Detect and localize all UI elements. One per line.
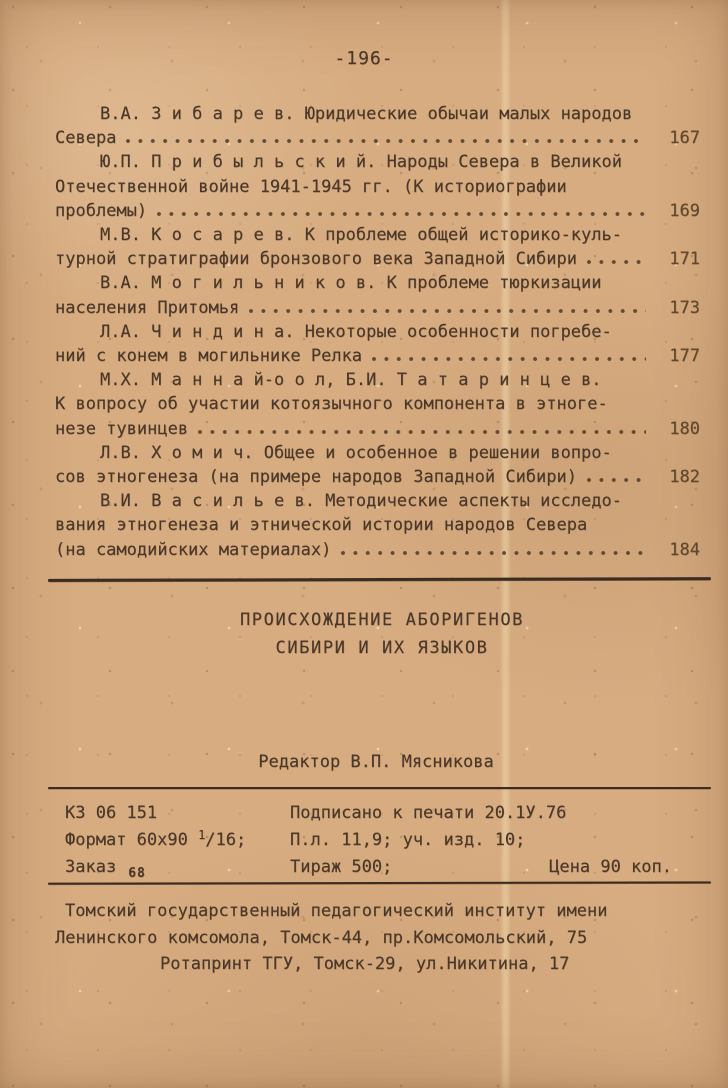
toc-line: К вопросу об участии котоязычного компонента в этноге- xyxy=(55,394,608,415)
order-number: 68 xyxy=(128,866,146,881)
toc-line: Л.А. Ч и н д и н а. Некоторые особенности погребе- xyxy=(100,321,612,342)
toc-line: вания этногенеза и этнической истории народов Севера xyxy=(55,515,588,536)
toc-line xyxy=(55,538,700,562)
imprint-code: КЗ 06 151 xyxy=(65,803,158,823)
dot-leader xyxy=(371,355,646,364)
toc-page-number: 173 xyxy=(669,297,700,318)
imprint-sheets: П.л. 11,9; уч. изд. 10; xyxy=(290,830,526,850)
toc-line: В.А. М о г и л ь н и к о в. К проблеме тюркизации xyxy=(100,273,602,294)
table-of-contents xyxy=(55,102,700,562)
toc-line: Ю.П. П р и б ы л ь с к и й. Народы Севера в Великой xyxy=(100,152,622,173)
toc-line xyxy=(55,417,700,441)
imprint-signed-date: Подписано к печати 20.1У.76 xyxy=(290,803,567,823)
imprint-row xyxy=(65,803,700,830)
toc-line xyxy=(55,296,700,320)
toc-text: Севера xyxy=(55,128,117,149)
dot-leader xyxy=(340,549,646,558)
toc-page-number: 177 xyxy=(669,346,700,367)
imprint-order: Заказ $_{68}$ xyxy=(65,857,146,881)
toc-line: В.И. В а с и л ь е в. Методические аспекты исследо- xyxy=(100,491,622,512)
toc-page-number: 182 xyxy=(669,467,700,488)
toc-entry xyxy=(55,150,700,223)
dot-leader xyxy=(125,137,646,146)
toc-line: Отечественной войне 1941-1945 гг. (К историографии xyxy=(55,176,567,197)
toc-entry xyxy=(55,441,700,489)
publisher-line: Томский государственный педагогический институт имени xyxy=(65,901,608,921)
toc-text: населения Притомья xyxy=(55,297,240,318)
publisher-block xyxy=(0,898,728,978)
section-title-line2: СИБИРИ И ИХ ЯЗЫКОВ xyxy=(275,638,489,658)
horizontal-rule xyxy=(48,881,711,884)
toc-page-number: 167 xyxy=(669,128,700,149)
toc-line: Л.В. Х о м и ч. Общее и особенное в решении вопро- xyxy=(100,442,612,463)
format-superscript: 1 xyxy=(198,828,206,842)
imprint-format: Формат 60х90 $^1$/16; xyxy=(65,828,247,850)
toc-text: турной стратиграфии бронзового века Западной Сибири xyxy=(55,249,577,270)
dot-leader xyxy=(586,258,646,267)
toc-line xyxy=(55,344,700,368)
toc-line: М.Х. М а н н а й-о о л, Б.И. Т а т а р и н ц е в. xyxy=(100,370,602,391)
toc-line xyxy=(55,126,700,150)
horizontal-rule xyxy=(48,787,711,789)
toc-page-number: 169 xyxy=(669,200,700,221)
toc-entry xyxy=(55,489,700,562)
section-title-line1: ПРОИСХОЖДЕНИЕ АБОРИГЕНОВ xyxy=(239,610,525,630)
dot-leader xyxy=(156,210,646,219)
toc-text: (на самодийских материалах) xyxy=(55,539,332,560)
toc-text: ний с конем в могильнике Релка xyxy=(55,346,363,367)
toc-entry xyxy=(55,320,700,368)
toc-page-number: 171 xyxy=(669,249,700,270)
toc-entry xyxy=(55,368,700,441)
toc-text: сов этногенеза (на примере народов Западной Сибири) xyxy=(55,467,577,488)
toc-line xyxy=(55,465,700,489)
toc-entry xyxy=(55,223,700,271)
toc-page-number: 184 xyxy=(669,539,700,560)
dot-leader xyxy=(197,428,646,437)
toc-text: проблемы) xyxy=(55,200,148,221)
publisher-line: Ротапринт ТГУ, Томск-29, ул.Никитина, 17 xyxy=(160,954,570,974)
imprint-row xyxy=(65,830,700,857)
toc-line xyxy=(55,247,700,271)
publisher-line: Ленинского комсомола, Томск-44, пр.Комсомольский, 75 xyxy=(55,927,588,948)
imprint-print-run: Тираж 500; xyxy=(290,857,393,877)
toc-line xyxy=(55,199,700,223)
toc-entry xyxy=(55,271,700,319)
imprint-block xyxy=(65,803,700,884)
dot-leader xyxy=(586,476,646,485)
section-title xyxy=(18,606,728,662)
dot-leader xyxy=(248,307,646,316)
toc-entry xyxy=(55,102,700,150)
imprint-row xyxy=(65,857,700,884)
imprint-price: Цена 90 коп. xyxy=(549,857,672,877)
horizontal-rule xyxy=(48,577,711,582)
toc-line: М.В. К о с а р е в. К проблеме общей историко-куль- xyxy=(100,225,622,246)
editor-credit: Редактор В.П. Мясникова xyxy=(258,752,494,772)
toc-page-number: 180 xyxy=(669,418,700,439)
toc-text: незе тувинцев xyxy=(55,418,189,439)
page-number: -196- xyxy=(334,48,394,69)
toc-line: В.А. З и б а р е в. Юридические обычаи малых народов xyxy=(100,104,633,124)
